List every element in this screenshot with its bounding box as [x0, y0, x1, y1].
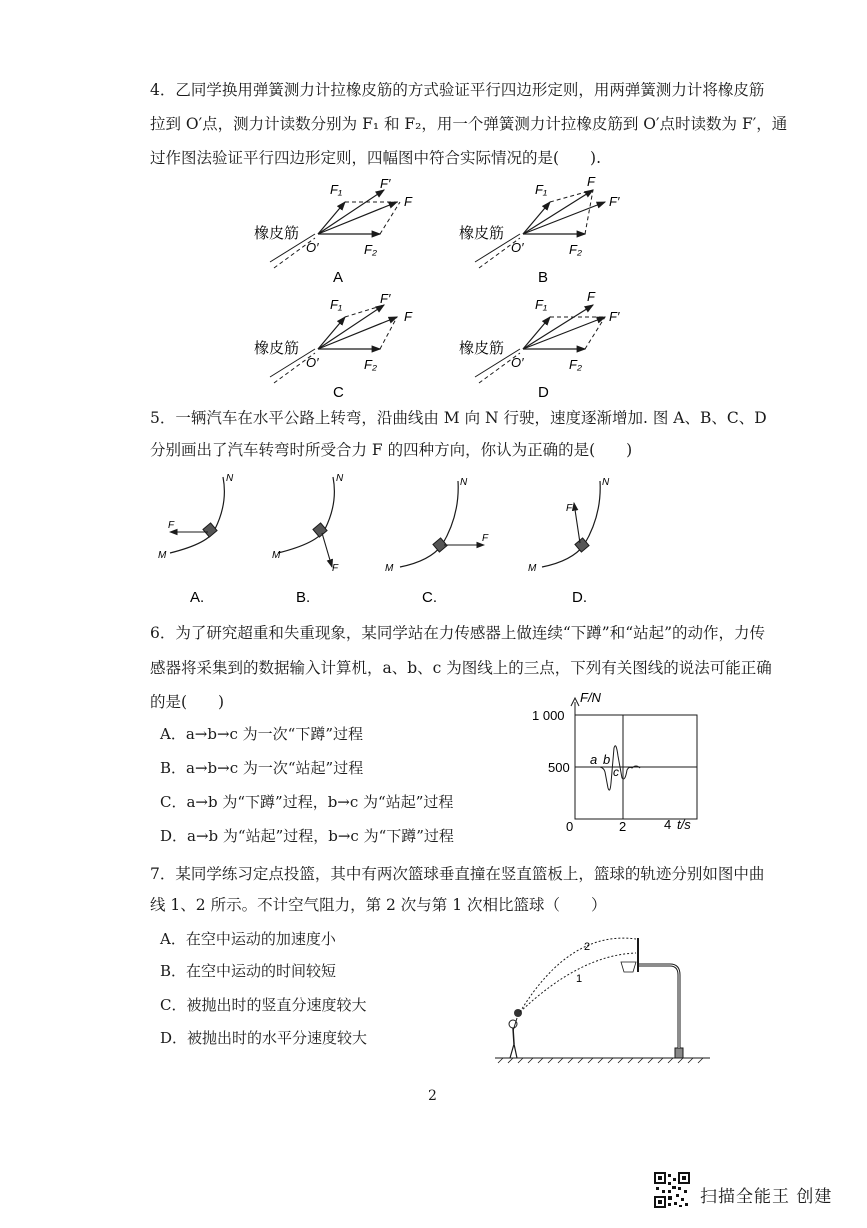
q7-option-a[interactable]: A．在空中运动的加速度小 [160, 930, 336, 948]
basket-hoop [621, 938, 683, 1058]
q6-option-d[interactable]: D．a→b 为“站起”过程，b→c 为“下蹲”过程 [160, 827, 454, 845]
q6-option-a[interactable]: A．a→b→c 为一次“下蹲”过程 [160, 725, 364, 743]
f1-label: F₁ [535, 297, 548, 312]
q7-option-c[interactable]: C．被抛出时的竖直分速度较大 [160, 996, 367, 1014]
f-prime-label: F′ [609, 194, 620, 209]
q4-figure-c [254, 291, 413, 401]
q7-option-b[interactable]: B．在空中运动的时间较短 [160, 962, 337, 980]
q4-option-a[interactable]: A [333, 269, 344, 286]
q5-option-d[interactable]: D. [572, 589, 587, 606]
q6-graph [530, 686, 710, 836]
q5-figure-d [528, 477, 610, 606]
graph-x-label: t/s [677, 817, 691, 832]
graph-xtick-2: 2 [619, 819, 627, 834]
q5-figure-a [158, 473, 234, 606]
f2-label: F₂ [364, 357, 377, 372]
q4-option-d[interactable]: D [538, 384, 549, 401]
m-label: M [158, 550, 167, 561]
q5-line1: 5．一辆汽车在水平公路上转弯，沿曲线由 M 向 N 行驶，速度逐渐增加. 图 A、B、C、D [150, 409, 767, 427]
m-label: M [528, 563, 537, 574]
qr-code-icon [654, 1172, 690, 1208]
q7-option-d[interactable]: D．被抛出时的水平分速度较大 [160, 1029, 368, 1047]
point-b-label: b [603, 752, 611, 767]
q4-figure-d [459, 289, 620, 401]
force-label: F [482, 533, 489, 544]
q5-option-a[interactable]: A. [190, 589, 205, 606]
q5-figure-c [385, 477, 489, 606]
q5-option-b[interactable]: B. [296, 589, 311, 606]
point-c-label: c [613, 765, 619, 779]
o-prime-label: O′ [511, 240, 524, 255]
f-label: F [587, 174, 595, 189]
q4-line2: 拉到 O′点，测力计读数分别为 F₁ 和 F₂，用一个弹簧测力计拉橡皮筋到 O′点时读数为 F′，通 [150, 115, 788, 133]
page-number: 2 [428, 1088, 437, 1104]
q4-option-c[interactable]: C [333, 384, 344, 401]
q6-option-b[interactable]: B．a→b→c 为一次“站起”过程 [160, 759, 364, 777]
f2-label: F₂ [364, 242, 377, 257]
m-label: M [385, 563, 394, 574]
force-label: F [566, 503, 573, 514]
q4-figure-b [459, 174, 620, 286]
point-a-label: a [590, 752, 598, 767]
f-prime-label: F′ [380, 291, 391, 306]
q4-line1: 4．乙同学换用弹簧测力计拉橡皮筋的方式验证平行四边形定则，用两弹簧测力计将橡皮筋 [150, 81, 765, 99]
f1-label: F₁ [330, 297, 343, 312]
q5-figures [140, 465, 640, 610]
force-label: F [168, 520, 175, 531]
graph-ytick-1000: 1 000 [532, 708, 565, 723]
f-label: F [404, 194, 412, 209]
o-prime-label: O′ [306, 240, 319, 255]
q4-line3: 过作图法验证平行四边形定则，四幅图中符合实际情况的是( ). [150, 149, 602, 167]
q4-option-b[interactable]: B [538, 269, 549, 286]
f-prime-label: F′ [380, 176, 391, 191]
n-label: N [602, 477, 610, 488]
player-figure [509, 1009, 522, 1058]
q4-figures [240, 172, 680, 402]
q7-figure [490, 920, 720, 1065]
f1-label: F₁ [330, 182, 343, 197]
f2-label: F₂ [569, 242, 582, 257]
f-label: F [587, 289, 595, 304]
graph-ytick-500: 500 [548, 760, 570, 775]
q7-line1: 7．某同学练习定点投篮，其中有两次篮球垂直撞在竖直篮板上，篮球的轨迹分别如图中曲 [150, 865, 765, 883]
o-prime-label: O′ [511, 355, 524, 370]
q5-figure-b [272, 473, 344, 606]
force-label: F [332, 563, 339, 574]
f2-label: F₂ [569, 357, 582, 372]
rubber-band-label: 橡皮筋 [254, 340, 300, 357]
q6-line3: 的是( ) [150, 693, 225, 711]
rubber-band-label: 橡皮筋 [459, 225, 505, 242]
q4-figure-a [254, 176, 413, 286]
rubber-band-label: 橡皮筋 [254, 225, 300, 242]
q7-line2: 线 1、2 所示。不计空气阻力，第 2 次与第 1 次相比篮球（ ） [150, 896, 607, 914]
curve-1-label: 1 [576, 973, 583, 985]
f-label: F [404, 309, 412, 324]
q6-line1: 6．为了研究超重和失重现象，某同学站在力传感器上做连续“下蹲”和“站起”的动作，力传 [150, 624, 766, 642]
rubber-band-label: 橡皮筋 [459, 340, 505, 357]
o-prime-label: O′ [306, 355, 319, 370]
footer-brand: 扫描全能王 创建 [700, 1187, 833, 1207]
q6-option-c[interactable]: C．a→b 为“下蹲”过程，b→c 为“站起”过程 [160, 793, 454, 811]
q6-line2: 感器将采集到的数据输入计算机，a、b、c 为图线上的三点，下列有关图线的说法可能正确 [150, 659, 772, 677]
graph-xtick-0: 0 [566, 819, 574, 834]
f1-label: F₁ [535, 182, 548, 197]
q5-option-c[interactable]: C. [422, 589, 437, 606]
curve-2-label: 2 [584, 941, 591, 953]
n-label: N [336, 473, 344, 484]
n-label: N [460, 477, 468, 488]
q5-line2: 分别画出了汽车转弯时所受合力 F 的四种方向，你认为正确的是( ) [150, 441, 633, 459]
m-label: M [272, 550, 281, 561]
graph-xtick-4: 4 [664, 817, 672, 832]
graph-y-label: F/N [580, 690, 601, 705]
f-prime-label: F′ [609, 309, 620, 324]
n-label: N [226, 473, 234, 484]
